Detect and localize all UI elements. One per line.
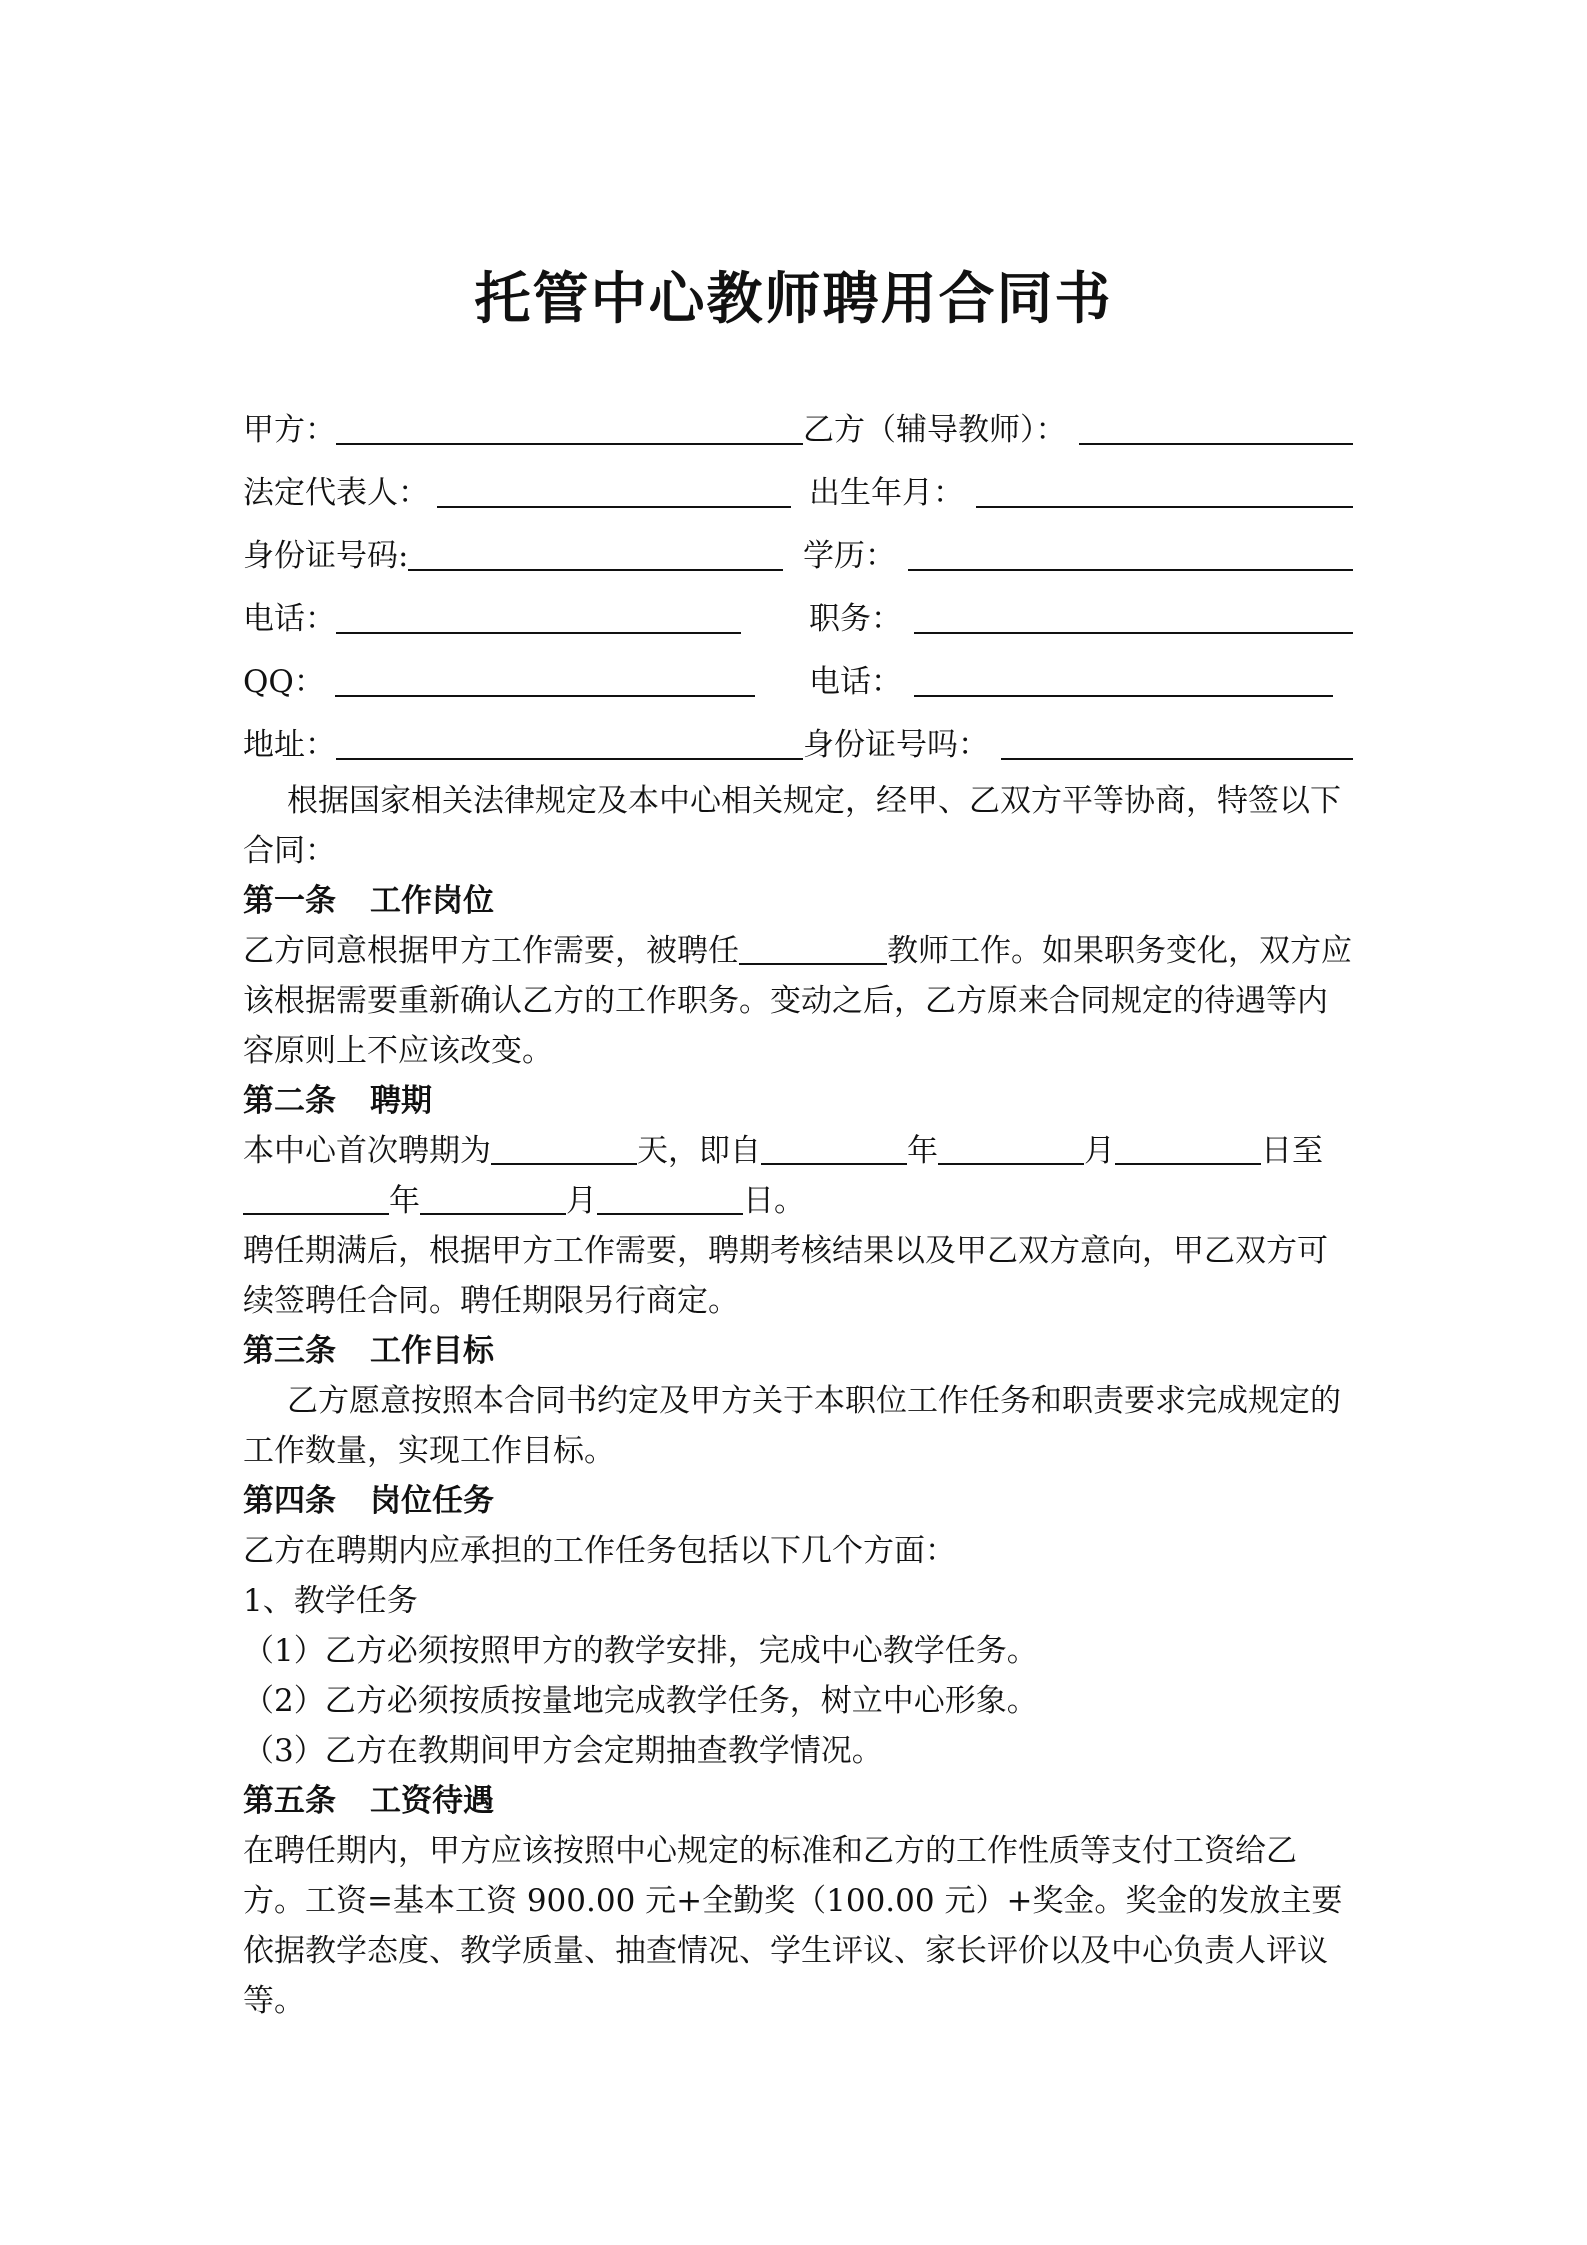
field-row-id <box>243 536 1353 576</box>
position-blank[interactable] <box>914 602 1353 634</box>
qq-field <box>243 662 755 702</box>
article-5-heading <box>243 1776 494 1826</box>
term-dates-paragraph <box>243 1126 1353 1176</box>
address-label: 地址： <box>243 727 336 763</box>
task-sub-item-3: （3）乙方在教期间甲方会定期抽查教学情况。 <box>243 1733 883 1769</box>
teaching-task-item: 1、教学任务 <box>243 1583 418 1619</box>
phone-a-label: 电话： <box>243 601 336 637</box>
term-text-c: 年 <box>907 1133 938 1169</box>
term-text-a: 本中心首次聘期为 <box>243 1133 491 1169</box>
position-label: 职务： <box>809 601 902 637</box>
article-1-number: 第一条 <box>243 883 336 919</box>
birth-blank[interactable] <box>976 476 1353 508</box>
address-field <box>243 725 803 765</box>
qq-label: QQ： <box>243 664 325 700</box>
start-month-blank[interactable] <box>938 1133 1084 1165</box>
task-sub-item-1: （1）乙方必须按照甲方的教学安排，完成中心教学任务。 <box>243 1633 1038 1669</box>
article-1-text-a: 乙方同意根据甲方工作需要，被聘任 <box>243 933 739 969</box>
phone-a-blank[interactable] <box>336 602 741 634</box>
renewal-paragraph: 聘任期满后，根据甲方工作需要，聘期考核结果以及甲乙双方意向，甲乙双方可续签聘任合同。聘任期限另行商定。 <box>243 1233 1328 1319</box>
start-year-blank[interactable] <box>761 1133 907 1165</box>
salary-paragraph: 在聘任期内，甲方应该按照中心规定的标准和乙方的工作性质等支付工资给乙方。工资=基本工资 900.00 元+全勤奖（100.00 元）+奖金。奖金的发放主要依据教学态度、教学质量、抽查情况、学生评议、家长评价以及中心负责人评议等。 <box>243 1833 1343 2019</box>
article-1-text-b: 教师工作。如果职务变化，双方应该根据需要重新确认乙方的工作职务。变动之后，乙方原来合同规定的待遇等内容原则上不应该改变。 <box>243 933 1352 1069</box>
field-row-phone <box>243 599 1353 639</box>
position-field <box>809 599 1353 639</box>
end-year-blank[interactable] <box>243 1183 389 1215</box>
id-number-a-blank[interactable] <box>408 539 783 571</box>
article-3-number: 第三条 <box>243 1333 336 1369</box>
phone-b-blank[interactable] <box>914 665 1333 697</box>
term-end-text-b: 月 <box>566 1183 597 1219</box>
task-sub-item-2: （2）乙方必须按质按量地完成教学任务，树立中心形象。 <box>243 1683 1038 1719</box>
field-row-legal-rep <box>243 473 1353 513</box>
term-text-b: 天，即自 <box>637 1133 761 1169</box>
term-text-e: 日至 <box>1261 1133 1323 1169</box>
term-text-d: 月 <box>1084 1133 1115 1169</box>
article-4-title: 岗位任务 <box>370 1483 494 1519</box>
phone-b-label: 电话： <box>809 664 902 700</box>
article-3-heading <box>243 1326 494 1376</box>
id-number-b-label: 身份证号吗： <box>803 727 989 763</box>
party-a-label: 甲方： <box>243 412 336 448</box>
phone-a-field <box>243 599 741 639</box>
end-month-blank[interactable] <box>420 1183 566 1215</box>
end-day-blank[interactable] <box>597 1183 743 1215</box>
id-number-a-label: 身份证号码: <box>243 538 409 574</box>
id-number-b-blank[interactable] <box>1001 728 1353 760</box>
article-2-number: 第二条 <box>243 1083 336 1119</box>
article-2-heading <box>243 1076 432 1126</box>
party-a-field <box>243 410 803 450</box>
article-3-title: 工作目标 <box>370 1333 494 1369</box>
document-title: 托管中心教师聘用合同书 <box>474 267 1113 332</box>
legal-rep-blank[interactable] <box>437 476 791 508</box>
article-4-heading <box>243 1476 494 1526</box>
term-end-paragraph <box>243 1176 1353 1226</box>
birth-field <box>809 473 1353 513</box>
address-blank[interactable] <box>336 728 803 760</box>
education-blank[interactable] <box>908 539 1353 571</box>
article-5-number: 第五条 <box>243 1783 336 1819</box>
phone-b-field <box>809 662 1333 702</box>
field-row-qq <box>243 662 1353 702</box>
article-1-title: 工作岗位 <box>370 883 494 919</box>
article-5-title: 工资待遇 <box>370 1783 494 1819</box>
field-row-parties <box>243 410 1353 450</box>
term-end-text-c: 日。 <box>743 1183 805 1219</box>
term-days-blank[interactable] <box>491 1133 637 1165</box>
legal-rep-label: 法定代表人： <box>243 475 429 511</box>
qq-blank[interactable] <box>335 665 755 697</box>
article-4-number: 第四条 <box>243 1483 336 1519</box>
id-number-a-field <box>243 536 783 576</box>
party-b-blank[interactable] <box>1079 413 1354 445</box>
start-day-blank[interactable] <box>1115 1133 1261 1165</box>
birth-label: 出生年月： <box>809 475 964 511</box>
education-label: 学历： <box>803 538 896 574</box>
legal-rep-field <box>243 473 791 513</box>
id-number-b-field <box>803 725 1353 765</box>
intro-paragraph: 根据国家相关法律规定及本中心相关规定，经甲、乙双方平等协商，特签以下合同： <box>243 783 1341 869</box>
article-1-paragraph <box>243 926 1353 1076</box>
article-1-heading <box>243 876 494 926</box>
teacher-subject-blank[interactable] <box>739 933 887 965</box>
article-2-title: 聘期 <box>370 1083 432 1119</box>
education-field <box>803 536 1353 576</box>
field-row-address <box>243 725 1353 765</box>
article-3-paragraph: 乙方愿意按照本合同书约定及甲方关于本职位工作任务和职责要求完成规定的工作数量，实现工作目标。 <box>243 1383 1341 1469</box>
article-4-intro: 乙方在聘期内应承担的工作任务包括以下几个方面： <box>243 1533 956 1569</box>
term-end-text-a: 年 <box>389 1183 420 1219</box>
party-a-blank[interactable] <box>336 413 803 445</box>
party-b-label: 乙方（辅导教师）： <box>803 412 1067 448</box>
party-b-field <box>803 410 1353 450</box>
